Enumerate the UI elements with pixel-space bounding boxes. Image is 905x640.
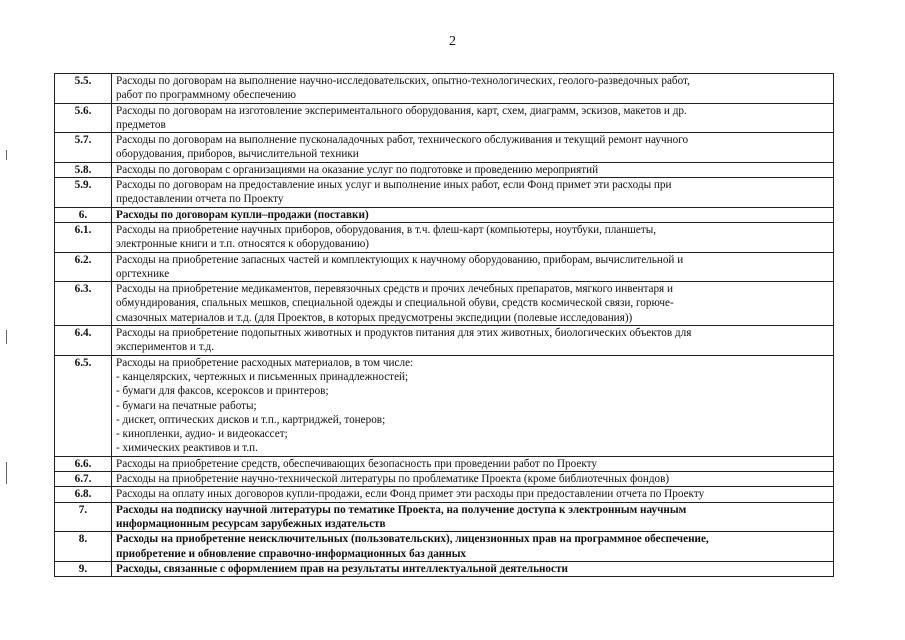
item-number: 6.4. xyxy=(55,326,112,356)
item-number: 5.7. xyxy=(55,133,112,163)
item-description xyxy=(112,178,834,208)
page-number: 2 xyxy=(449,34,456,49)
item-description xyxy=(112,282,834,326)
description-line: Расходы по договорам на выполнение пусконаладочных работ, технического обслуживания и текущий ремонт научного xyxy=(116,134,689,147)
item-description xyxy=(112,472,834,487)
table-row xyxy=(55,222,834,252)
description-line: - дискет, оптических дисков и т.п., картриджей, тонеров; xyxy=(116,413,386,426)
description-line: - химических реактивов и т.п. xyxy=(116,442,258,455)
table-row xyxy=(55,355,834,456)
table-row xyxy=(55,207,834,222)
item-number: 6.7. xyxy=(55,472,112,487)
description-line: Расходы на оплату иных договоров купли-продажи, если Фонд примет эти расходы при предоставлении отчета по Проекту xyxy=(116,488,705,501)
description-line: электронные книги и т.п. относятся к оборудованию) xyxy=(116,238,370,251)
item-number: 5.6. xyxy=(55,103,112,133)
description-line: приобретение и обновление справочно-информационных баз данных xyxy=(116,547,467,560)
item-description xyxy=(112,502,834,532)
item-description xyxy=(112,252,834,282)
scan-margin-mark xyxy=(6,330,7,344)
item-description xyxy=(112,532,834,562)
item-number: 6.5. xyxy=(55,355,112,456)
description-line: предметов xyxy=(116,118,166,131)
item-number: 5.5. xyxy=(55,74,112,104)
description-line: оргтехнике xyxy=(116,267,170,280)
item-description xyxy=(112,355,834,456)
table-row xyxy=(55,487,834,502)
description-line: Расходы на приобретение неисключительных (пользовательских), лицензионных прав на программное обеспечение, xyxy=(116,533,709,546)
description-line: - бумаги на печатные работы; xyxy=(116,399,257,412)
description-line: Расходы на приобретение расходных материалов, в том числе: xyxy=(116,356,414,369)
description-line: Расходы на приобретение подопытных животных и продуктов питания для этих животных, биологических объектов для xyxy=(116,327,692,340)
description-line: обмундирования, спальных мешков, специальной одежды и специальной обуви, средств космической связи, горюче- xyxy=(116,297,674,310)
description-line: - канцелярских, чертежных и письменных принадлежностей; xyxy=(116,370,409,383)
description-line: Расходы на приобретение средств, обеспечивающих безопасность при проведении работ по Проекту xyxy=(116,457,597,470)
item-description xyxy=(112,74,834,104)
description-line: Расходы по договорам на выполнение научно-исследовательских, опытно-технологических, геолого-разведочных работ, xyxy=(116,75,690,87)
description-line: - кинопленки, аудио- и видеокассет; xyxy=(116,428,288,441)
item-number: 6.3. xyxy=(55,282,112,326)
item-number: 6.8. xyxy=(55,487,112,502)
description-line: Расходы на приобретение научных приборов, оборудования, в т.ч. флеш-карт (компьютеры, ноутбуки, планшеты, xyxy=(116,223,657,236)
description-line: Расходы по договорам на изготовление экспериментального оборудования, карт, схем, диаграмм, эскизов, макетов и др. xyxy=(116,104,687,117)
item-number: 8. xyxy=(55,532,112,562)
item-description xyxy=(112,162,834,177)
item-number: 7. xyxy=(55,502,112,532)
description-line: предоставлении отчета по Проекту xyxy=(116,193,284,206)
table-row xyxy=(55,472,834,487)
scan-margin-mark xyxy=(6,150,7,160)
item-number: 5.8. xyxy=(55,162,112,177)
expense-table xyxy=(54,73,834,577)
item-description xyxy=(112,133,834,163)
table-row xyxy=(55,502,834,532)
table-row xyxy=(55,74,834,104)
table-row xyxy=(55,162,834,177)
item-description xyxy=(112,103,834,133)
table-row xyxy=(55,282,834,326)
description-line: работ по программному обеспечению xyxy=(116,89,297,102)
description-line: Расходы по договорам на предоставление иных услуг и выполнение иных работ, если Фонд примет эти расходы при xyxy=(116,179,672,192)
item-number: 6.2. xyxy=(55,252,112,282)
item-description xyxy=(112,487,834,502)
description-line: Расходы по договорам купли–продажи (поставки) xyxy=(116,208,369,221)
description-line: Расходы на подписку научной литературы по тематике Проекта, на получение доступа к электронным научным xyxy=(116,503,687,516)
item-number: 9. xyxy=(55,561,112,576)
description-line: Расходы на приобретение запасных частей и комплектующих к научному оборудованию, приборам, вычислительной и xyxy=(116,253,684,266)
table-row xyxy=(55,532,834,562)
item-description xyxy=(112,326,834,356)
description-line: Расходы по договорам с организациями на оказание услуг по подготовке и проведению мероприятий xyxy=(116,163,599,176)
item-number: 6. xyxy=(55,207,112,222)
item-description xyxy=(112,207,834,222)
scan-margin-mark xyxy=(6,462,7,484)
table-row xyxy=(55,326,834,356)
description-line: оборудования, приборов, вычислительной техники xyxy=(116,148,359,161)
description-line: Расходы, связанные с оформлением прав на результаты интеллектуальной деятельности xyxy=(116,562,568,575)
description-line: смазочных материалов и т.д. (для Проектов, в которых предусмотрены экспедиции (полевые исследования)) xyxy=(116,311,633,324)
item-description xyxy=(112,222,834,252)
table-row xyxy=(55,456,834,471)
description-line: Расходы на приобретение медикаментов, перевязочных средств и прочих лечебных препаратов, мягкого инвентаря и xyxy=(116,283,673,296)
item-number: 5.9. xyxy=(55,178,112,208)
description-line: - бумаги для факсов, ксероксов и принтеров; xyxy=(116,385,329,398)
item-number: 6.6. xyxy=(55,456,112,471)
description-line: Расходы на приобретение научно-технической литературы по проблематике Проекта (кроме библиотечных фондов) xyxy=(116,473,670,486)
table-row xyxy=(55,103,834,133)
expense-table-body xyxy=(55,74,834,577)
table-row xyxy=(55,178,834,208)
table-row xyxy=(55,252,834,282)
description-line: экспериментов и т.д. xyxy=(116,341,215,354)
description-line: информационным ресурсам зарубежных издательств xyxy=(116,517,386,530)
table-row xyxy=(55,133,834,163)
item-number: 6.1. xyxy=(55,222,112,252)
item-description xyxy=(112,561,834,576)
item-description xyxy=(112,456,834,471)
table-row xyxy=(55,561,834,576)
